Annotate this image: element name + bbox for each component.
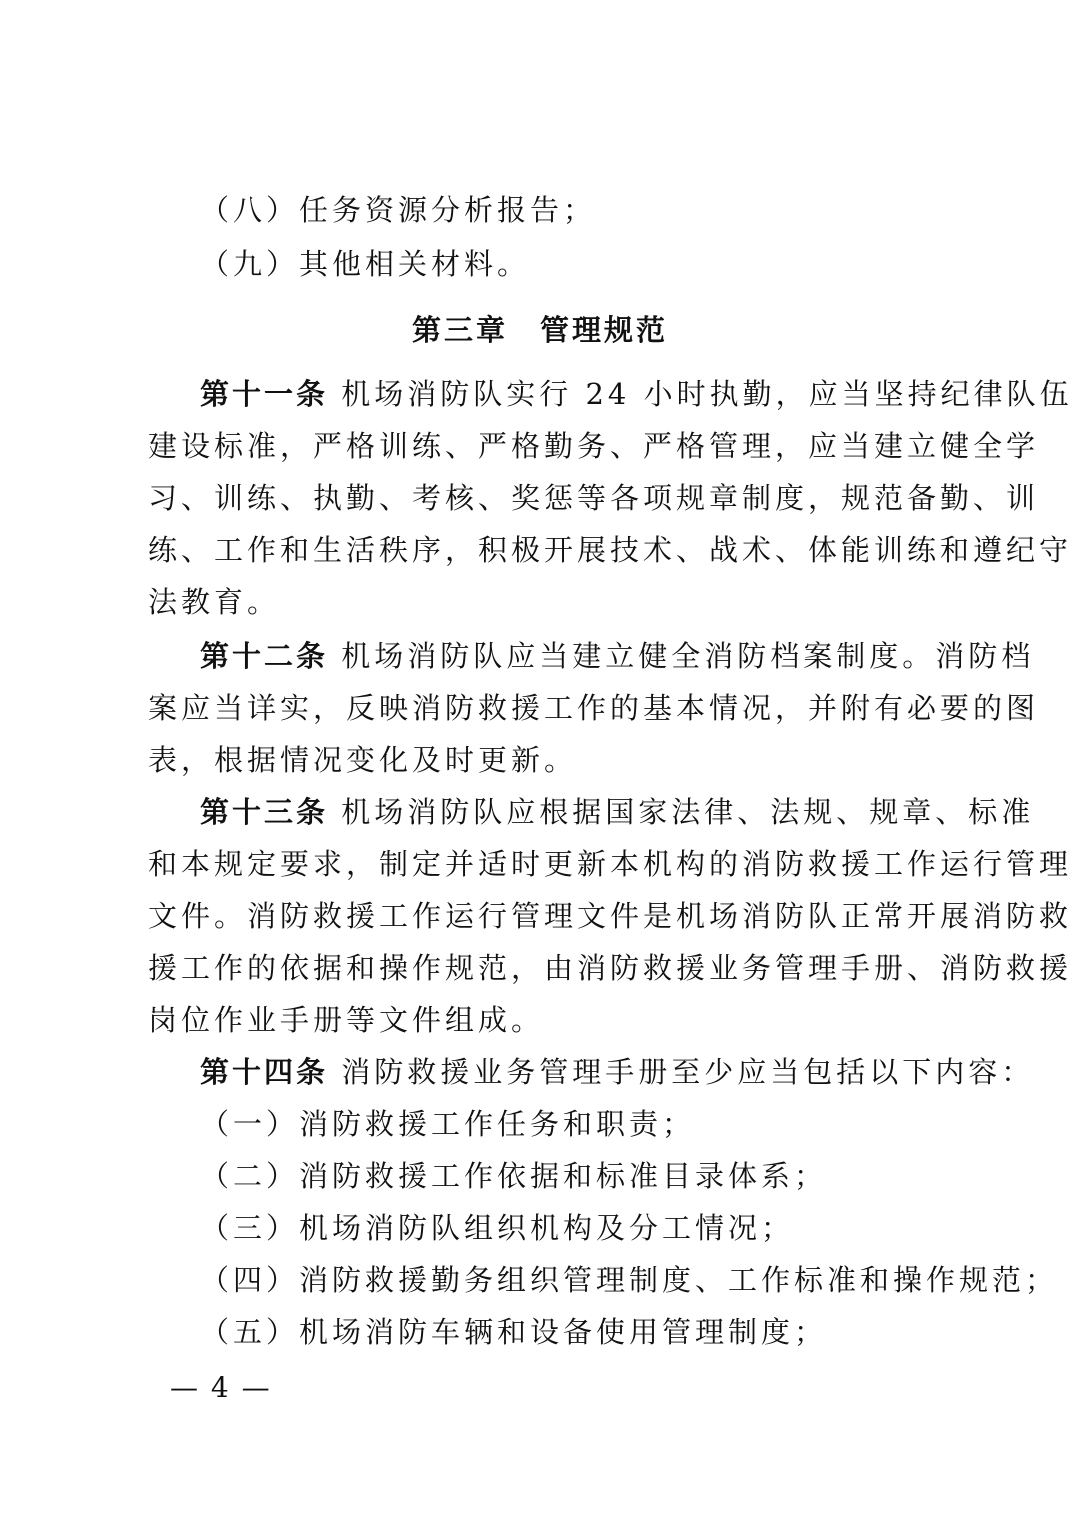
article-11-line-2: 建设标准，严格训练、严格勤务、严格管理，应当建立健全学 [148,429,1040,463]
article-11-line-4: 练、工作和生活秩序，积极开展技术、战术、体能训练和遵纪守 [148,533,1073,567]
list-item-8: （八）任务资源分析报告； [200,193,597,227]
article-13-line-1 [200,792,1035,832]
article-11-label: 第十一条 [200,377,329,411]
chapter-number: 第三章 [411,313,508,347]
article-14-item-2: （二）消防救援工作依据和标准目录体系； [200,1159,828,1193]
article-11-line-3: 习、训练、执勤、考核、奖惩等各项规章制度，规范备勤、训 [148,481,1040,515]
article-14-item-4: （四）消防救援勤务组织管理制度、工作标准和操作规范； [200,1263,1059,1297]
article-13-text-1: 机场消防队应根据国家法律、法规、规章、标准 [341,795,1035,829]
article-13-line-5: 岗位作业手册等文件组成。 [148,1003,545,1037]
article-13-line-3: 文件。消防救援工作运行管理文件是机场消防队正常开展消防救 [148,899,1073,933]
article-14-item-3: （三）机场消防队组织机构及分工情况； [200,1211,795,1245]
article-11-text-1: 机场消防队实行 24 小时执勤，应当坚持纪律队伍 [341,377,1073,411]
list-item-9: （九）其他相关材料。 [200,247,531,281]
article-14-item-1: （一）消防救援工作任务和职责； [200,1107,696,1141]
article-11-line-1 [200,374,1073,414]
article-12-text-1: 机场消防队应当建立健全消防档案制度。消防档 [341,639,1035,673]
article-14-label: 第十四条 [200,1055,329,1089]
article-14-text-1: 消防救援业务管理手册至少应当包括以下内容： [341,1055,1035,1089]
article-13-line-2: 和本规定要求，制定并适时更新本机构的消防救援工作运行管理 [148,847,1073,881]
article-11-line-5: 法教育。 [148,585,281,619]
article-12-line-1 [200,636,1035,676]
article-13-label: 第十三条 [200,795,329,829]
page-number: — 4 — [170,1371,272,1404]
article-14-item-5: （五）机场消防车辆和设备使用管理制度； [200,1315,828,1349]
article-12-line-2: 案应当详实，反映消防救援工作的基本情况，并附有必要的图 [148,691,1040,725]
article-14-line-1 [200,1052,1035,1092]
chapter-title: 管理规范 [540,313,669,347]
article-13-line-4: 援工作的依据和操作规范，由消防救援业务管理手册、消防救援 [148,951,1073,985]
article-12-label: 第十二条 [200,639,329,673]
article-12-line-3: 表，根据情况变化及时更新。 [148,743,578,777]
chapter-heading [0,310,1080,350]
